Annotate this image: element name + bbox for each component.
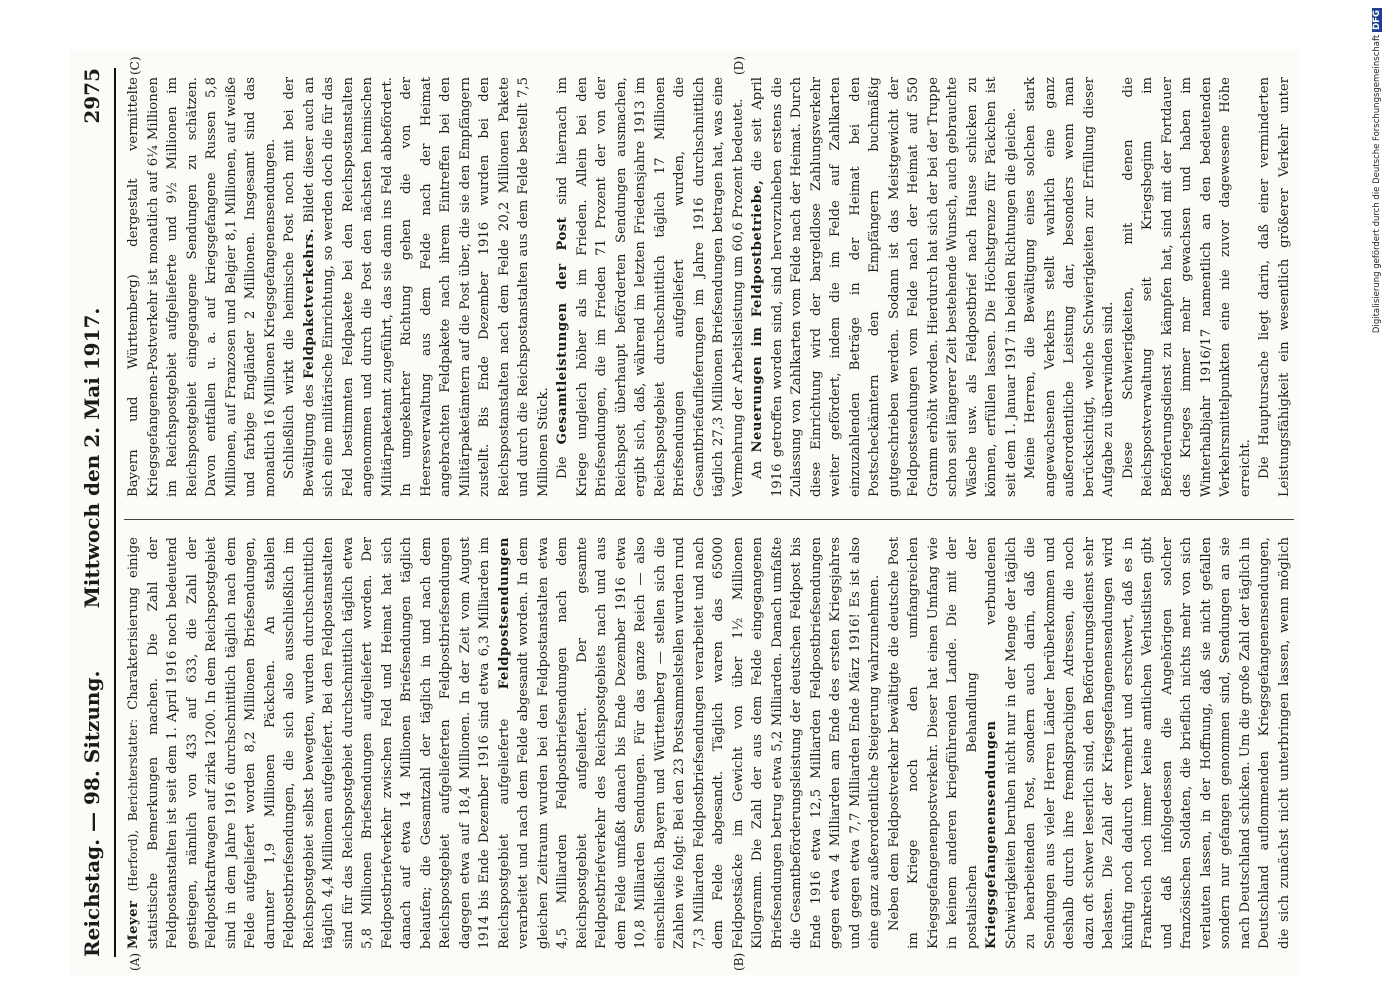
margin-marker-a: (A) (128, 952, 142, 971)
digitization-credit (1372, 8, 1382, 998)
text-column-left (124, 537, 1294, 949)
header-right (80, 68, 104, 608)
margin-marker-d: (D) (732, 56, 746, 75)
rotated-page-content (70, 50, 1300, 975)
paragraph-text: Neben dem Feldpostverkehr bewältigte die deutsche Post im Kriege noch den umfangreichen Kriegsgefangenenpostverkehr. Dieser hat einen Umfang wie in keinem anderen kriegführenden Lande. Die mit der postalischen Behandlung der (886, 537, 980, 949)
speaker-meta: (Herford), Berichterstatter: (126, 718, 140, 892)
header-left: Reichstag. — 98. Sitzung. (80, 670, 104, 957)
paragraph (553, 77, 748, 497)
digitization-note: Digitalisierung gefördert durch die Deutsche Forschungsgemeinschaft (1372, 34, 1382, 334)
text-column-right (124, 77, 1294, 497)
paragraph-text: Charakterisierung einige statistische Bemerkungen machen. Die Zahl der Feldpostanstalten ist seit dem 1. April 1916 noch bedeutend gestiegen, nämlich von 433 auf 633, die Zahl der Feldpostkraftwagen auf zirka 1200. In dem Reichspostgebiet sind in dem Jahre 1916 durchschnittlich täglich nach dem Felde aufgeliefert worden 8,2 Millionen Briefsendungen, darunter 1,9 Millionen Päckchen. An stabilen Feldpostbriefsendungen, die sich also ausschließlich im Reichspostgebiet selbst bewegten, wurden durchschnittlich täglich 4,4 Millionen aufgeliefert. Bei den Feldpostanstalten sind für das Reichspostgebiet durchschnittlich täglich etwa 5,8 Millionen Briefsendungen aufgeliefert worden. Der Feldpostbriefverkehr zwischen Feld und Heimat hat sich danach auf etwa 14 Millionen Briefsendungen täglich belaufen; die Gesamtzahl der täglich in und nach dem Reichspostgebiet aufgelieferten Feldpostbriefsendungen dagegen etwa auf 18,4 Millionen. In der Zeit vom August 1914 bis Ende Dezember 1916 sind etwa 6,3 Milliarden im Reichspostgebiet aufgelieferte (126, 537, 512, 949)
paragraph (280, 77, 553, 497)
paragraph (1119, 77, 1256, 497)
margin-marker-c: (C) (128, 56, 142, 75)
page-header (74, 68, 116, 957)
emphasis-text: Feldpaketverkehrs. (301, 228, 317, 379)
header-date: Mittwoch den 2. Mai 1917. (80, 307, 104, 609)
paragraph (124, 537, 885, 949)
emphasis-text: Kriegsgefangenensendungen (984, 720, 999, 949)
speaker-name: Meyer (126, 900, 141, 949)
paragraph (1255, 77, 1294, 497)
dfg-logo: DFG (1372, 10, 1382, 30)
paragraph-text: verbundenen Schwierigkeiten beruhen nicht nur in der Menge der täglich zu bearbeitenden Post, sondern auch darin, daß die Sendungen aus vieler Herren Länder herüberkommen und deshalb durch ihre fremdsprachigen Adressen, die noch dazu oft schwer leserlich sind, den Beförderungsdienst sehr belasten. Die Zahl der Kriegsgefangenensendungen wird künftig noch dadurch vermehrt und erschwert, daß es in Frankreich noch immer keine amtlichen Verlustlisten gibt und daß infolgedessen die Angehörigen solcher französischen Soldaten, die brieflich nichts mehr von sich verlauten lassen, in der Hoffnung, daß sie nicht gefallen sondern nur gefangen genommen sind, Sendungen an sie nach Deutschland schicken. Um die große Zahl der täglich in Deutschland auflommenden Kriegsgefangenensendungen, die sich zunächst nicht unterbringen lassen, wenn möglich (984, 537, 1292, 949)
scanned-page (70, 50, 1300, 975)
paragraph-text: Meine Herren, die Bewältigung eines solchen stark angewachsenen Verkehrs stellt wahrlich eine ganz außerordentliche Leistung dar, besonders wenn man berücksichtigt, welche Schwierigkeiten zur Erfüllung dieser Aufgabe zu überwinden sind. (1023, 77, 1116, 497)
margin-marker-b: (B) (732, 952, 746, 971)
emphasis-text: Gesamtleistungen der Post (555, 216, 570, 445)
paragraph-text: die seit April 1916 getroffen worden sind, sind hervorzuheben erstens die Zulassung von Zahlkarten vom Felde nach der Heimat. Durch diese Einrichtung wird der bargeldlose Zahlungsverkehr weiter gefördert, indem die im Felde auf Zahlkarten einzuzahlenden Beträge in der Heimat bei den Postscheckämtern den Empfängern buchmäßig gutgeschrieben werden. Sodann ist das Meistgewicht der Feldpostsendungen vom Felde nach der Heimat auf 550 Gramm erhöht worden. Hierdurch hat sich der bei der Truppe schon seit längerer Zeit bestehende Wunsch, auch gebrauchte Wäsche usw. als Feldpostbrief nach Hause schicken zu können, erfüllen lassen. Die Höchstgrenze für Päckchen ist seit dem 1. Januar 1917 in beiden Richtungen die gleiche. (750, 77, 1019, 497)
paragraph-text: sind hiernach im Kriege ungleich höher als im Frieden. Allein bei den Briefsendungen, die im Frieden 71 Prozent der von der Reichspost überhaupt beförderten Sendungen ausmachen, ergibt sich, daß, während im letzten Friedensjahre 1913 im Reichspostgebiet durchschnittlich täglich 17 Millionen Briefsendungen aufgeliefert wurden, die Gesamtbriefauflieferungen im Jahre 1916 durchschnittlich täglich 27,3 Millionen Briefsendungen betragen hat, was eine Vermehrung der Arbeitsleistung um 60,6 Prozent bedeutet. (555, 77, 746, 497)
paragraph-text: Die (555, 456, 570, 479)
page-number: 2975 (80, 68, 104, 124)
paragraph-text: An (750, 460, 765, 479)
paragraph (124, 77, 280, 497)
paragraph-text: verarbeitet und nach dem Felde abgesandt worden. In dem gleichen Zeitraum wurden bei den Feldpostanstalten etwa 4,5 Milliarden Feldpostbriefsendungen nach dem Reichspostgebiet aufgeliefert. Der gesamte Feldpostbriefverkehr des Reichspostgebiets nach und aus dem Felde umfaßt danach bis Ende Dezember 1916 etwa 10,8 Milliarden Sendungen. Für das ganze Reich — also einschließlich Bayern und Württemberg — stellen sich die Zahlen wie folgt: Bei den 23 Postsammelstellen wurden rund 7,3 Milliarden Feldpostbriefsendungen verarbeitet und nach dem Felde abgesandt. Täglich waren das 65000 Feldpostsäcke im Gewicht von über 1½ Millionen Kilogramm. Die Zahl der aus dem Felde eingegangenen Briefsendungen betrug etwa 5,2 Milliarden. Danach umfaßte die Gesamtbeförderungsleistung der deutschen Feldpost bis Ende 1916 etwa 12,5 Milliarden Feldpostbriefsendungen gegen etwa 4 Milliarden am Ende des ersten Kriegsjahres und gegen etwa 7,7 Milliarden Ende März 1916! Es ist also eine ganz außerordentliche Steigerung wahrzunehmen. (516, 537, 882, 949)
paragraph (748, 77, 1021, 497)
paragraph-text: Bildet dieser auch an sich eine militärische Einrichtung, so werden doch die für das Feld bestimmten Feldpakete bei den Reichspostanstalten angenommen und durch die Post den nächsten heimischen Militärpaketamt zugeführt, das sie dann ins Feld abbefördert. In umgekehrter Richtung gehen die von der Heeresverwaltung aus dem Felde nach der Heimat angebrachten Feldpakete nach ihrem Eintreffen bei den Militärpaketämtern auf die Post über, die sie den Empfängern zustellt. Bis Ende Dezember 1916 wurden bei den Reichspostanstalten nach dem Felde 20,2 Millionen Pakete und durch die Reichspostanstalten aus dem Felde bestellt 7,5 Millionen Stück. (301, 77, 551, 497)
paragraph-text: Die Hauptursache liegt darin, daß einer verminderten Leistungsfähigkeit ein wesentlich größerer Verkehr unter (1257, 77, 1292, 497)
paragraph-text: Bayern und Württemberg) dergestalt vermittelte Kriegsgefangenen-Postverkehr ist monatlich auf 6¼ Millionen im Reichspostgebiet aufgelieferte und 9½ Millionen im Reichspostgebiet eingegangene Sendungen zu schätzen. Davon entfallen u. a. auf kriegsgefangene Russen 5,8 Millionen, auf Franzosen und Belgier 8,1 Millionen, auf weiße und farbige Engländer 2 Millionen. Insgesamt sind das monatlich 16 Millionen Kriegsgefangenensendungen. (126, 77, 278, 497)
paragraph (1021, 77, 1119, 497)
column-divider (124, 519, 1294, 520)
paragraph-text: Schließlich wirkt die heimische Post noch mit bei der Bewältigung des (282, 77, 317, 497)
emphasis-text: Feldpostsendungen (496, 537, 512, 690)
paragraph-text: Diese Schwierigkeiten, mit denen die Reichspostverwaltung seit Kriegsbeginn im Beförderungsdienst zu kämpfen hat, sind mit der Fortdauer des Krieges immer mehr gewachsen und haben im Winterhalbjahr 1916/17 namentlich an den bedeutenden Verkehrsmittelpunkten eine nie zuvor dagewesene Höhe erreicht. (1120, 77, 1253, 497)
paragraph (885, 537, 1295, 949)
emphasis-text: Neuerungen im Feldpostbetriebe, (750, 179, 765, 453)
